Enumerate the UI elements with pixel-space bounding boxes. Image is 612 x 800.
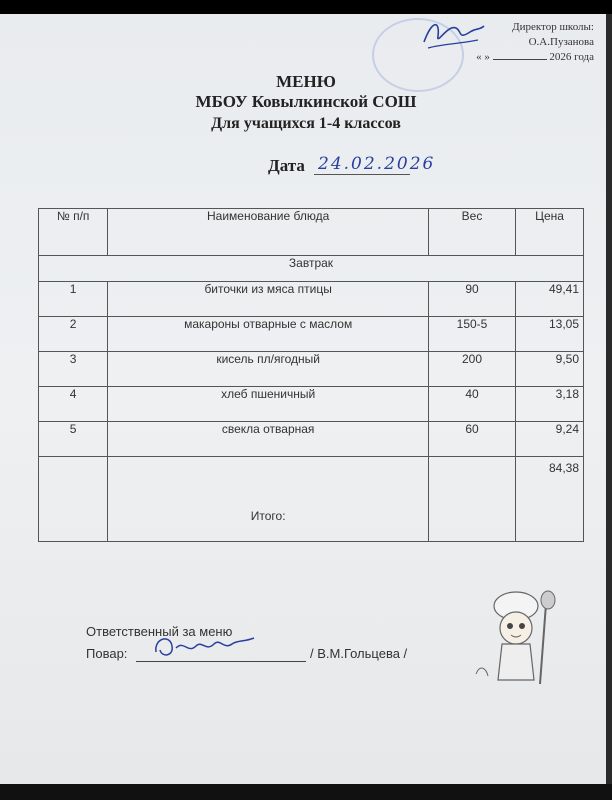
cell-num: 1 bbox=[39, 282, 108, 317]
cell-dish: кисель пл/ягодный bbox=[108, 352, 429, 387]
approval-date: « » 2026 года bbox=[476, 51, 594, 63]
table-row bbox=[39, 317, 584, 352]
col-price-header: Цена bbox=[516, 209, 584, 256]
table-row bbox=[39, 352, 584, 387]
cell-dish: биточки из мяса птицы bbox=[108, 282, 429, 317]
signature-icon bbox=[150, 628, 260, 664]
approval-position: Директор школы: bbox=[512, 21, 594, 33]
section-row bbox=[39, 256, 584, 282]
cell-price: 9,50 bbox=[516, 352, 584, 387]
section-breakfast: Завтрак bbox=[39, 256, 584, 282]
table-row bbox=[39, 282, 584, 317]
table-row bbox=[39, 387, 584, 422]
table-row bbox=[39, 422, 584, 457]
cell-weight: 90 bbox=[429, 282, 516, 317]
approval-block bbox=[476, 20, 594, 65]
total-label: Итого: bbox=[108, 457, 429, 542]
cook-name: / В.М.Гольцева / bbox=[310, 646, 408, 661]
cell-price: 13,05 bbox=[516, 317, 584, 352]
cell-dish: хлеб пшеничный bbox=[108, 387, 429, 422]
chef-mascot-icon bbox=[466, 584, 576, 694]
cell-num: 5 bbox=[39, 422, 108, 457]
bottom-black-bar bbox=[0, 784, 612, 800]
cell-num: 3 bbox=[39, 352, 108, 387]
cell-num: 2 bbox=[39, 317, 108, 352]
table-header-row bbox=[39, 209, 584, 256]
total-value: 84,38 bbox=[516, 457, 584, 542]
cook-label: Повар: bbox=[86, 646, 128, 661]
cell-dish: свекла отварная bbox=[108, 422, 429, 457]
grades-subtitle: Для учащихся 1-4 классов bbox=[211, 115, 401, 132]
date-value: 24.02.2026 bbox=[318, 154, 436, 174]
cell-weight: 40 bbox=[429, 387, 516, 422]
col-weight-header: Вес bbox=[429, 209, 516, 256]
school-name: МБОУ Ковылкинской СОШ bbox=[195, 92, 417, 111]
top-black-bar bbox=[0, 0, 612, 14]
cell-weight: 60 bbox=[429, 422, 516, 457]
approval-name: О.А.Пузанова bbox=[528, 36, 594, 48]
cell-price: 3,18 bbox=[516, 387, 584, 422]
date-underline bbox=[314, 174, 410, 175]
cell-weight: 200 bbox=[429, 352, 516, 387]
date-label: Дата bbox=[268, 156, 305, 175]
col-dish-header: Наименование блюда bbox=[108, 209, 429, 256]
page-title: МЕНЮ bbox=[276, 72, 336, 91]
cell-dish: макароны отварные с маслом bbox=[108, 317, 429, 352]
menu-document bbox=[0, 14, 606, 784]
responsible-label: Ответственный за меню bbox=[86, 624, 233, 639]
col-number-header: № п/п bbox=[39, 209, 108, 256]
cell-weight: 150-5 bbox=[429, 317, 516, 352]
total-row bbox=[39, 457, 584, 542]
menu-table bbox=[38, 208, 584, 542]
cell-num: 4 bbox=[39, 387, 108, 422]
cell-price: 49,41 bbox=[516, 282, 584, 317]
cell-price: 9,24 bbox=[516, 422, 584, 457]
